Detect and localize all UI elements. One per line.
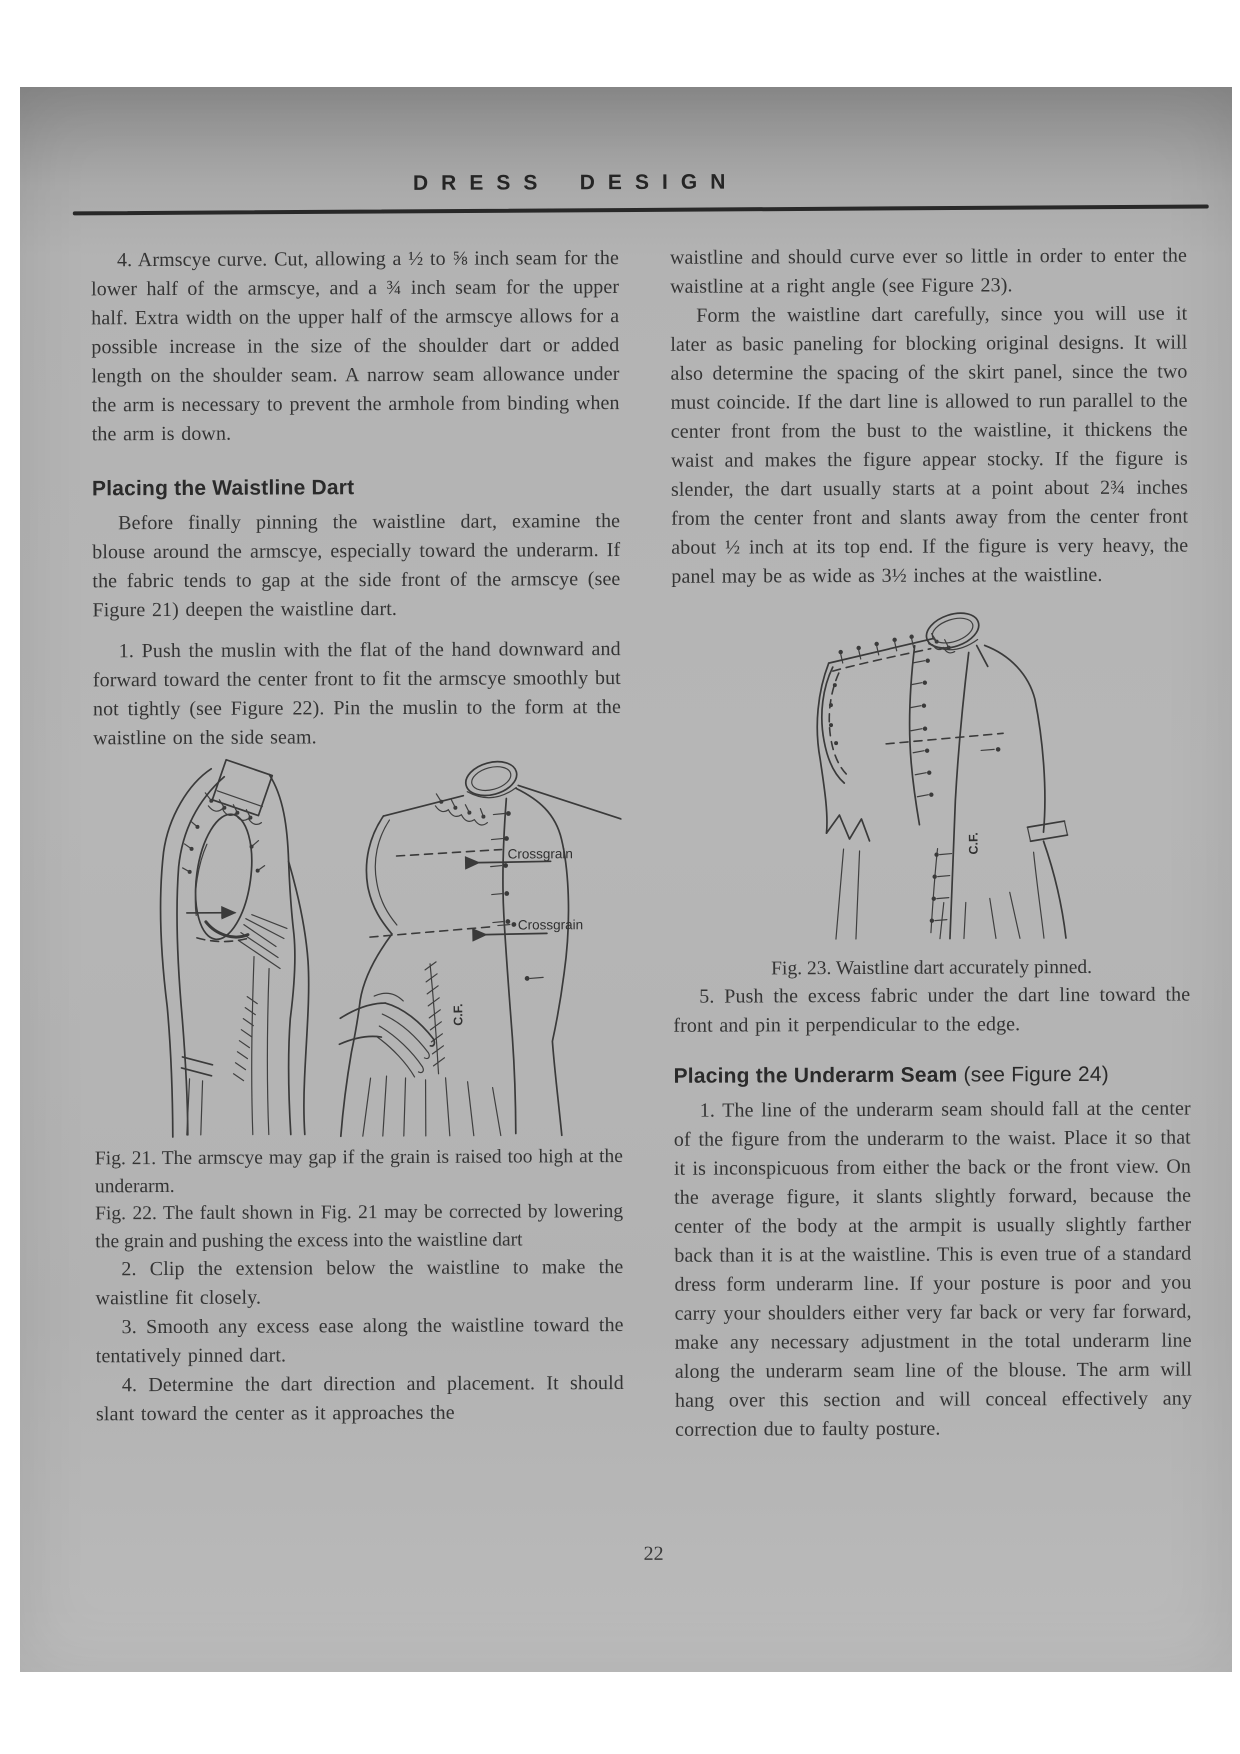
fig22-hand-sketch [339,993,434,1077]
caption-fig-22: Fig. 22. The fault shown in Fig. 21 may be corrected by lowering the grain and pushing the excess into the waistline dart [95,1201,624,1252]
figure-23 [671,600,1189,942]
heading-placing-underarm-seam [674,1063,1191,1089]
fig22-dart-hatching [425,962,444,1066]
caption-fig-21: Fig. 21. The armscye may gap if the grain is raised too high at the underarm. [94,1146,623,1197]
fig22-skirt-pleats [363,1076,501,1137]
heading-underarm-suffix: (see Figure 24) [963,1062,1109,1087]
paragraph-step-4: 4. Determine the dart direction and placement. It should slant toward the center as it approaches the [95,1372,624,1426]
page-content [17,84,1236,1674]
fig22-crossgrain-label-2: Crossgrain [517,917,584,933]
right-column [670,220,1192,1445]
scanned-book-page [20,87,1232,1672]
paragraph-step-2: 2. Clip the extension below the waistline to make the waistline fit closely. [95,1256,624,1310]
heading-underarm-main: Placing the Underarm Seam [673,1063,958,1088]
fig22-cf-label: C.F. [451,1003,466,1026]
header-rule [73,204,1209,215]
paragraph-step-5: 5. Push the excess fabric under the dart line toward the front and pin it perpendicular to the edge. [673,983,1191,1037]
caption-fig-23: Fig. 23. Waistline dart accurately pinned. [771,956,1093,980]
figure-captions [95,1143,623,1255]
running-head-title: DRESS DESIGN [412,170,739,195]
figure-23-drawing [680,600,1181,942]
paragraph-before-pinning: Before finally pinning the waistline dart, examine the blouse around the armscye, especially toward the underarm. If the fabric tends to gap at the side front of the armscye (see Figure 21) deepen the waistline dart. [92,510,621,622]
paragraph-form-waistline-dart: Form the waistline dart carefully, since you will use it later as basic paneling for blocking original designs. It will also determine the spacing of the skirt panel, since the two must coincide. If the dart line is allowed to run parallel to the center front from the bust to the waistline, it thickens the waist and makes the figure appear stocky. If the figure is slender, the dart usually starts at a point about 2¾ inches from the center front and slants away from the center front about ½ inch at its top end. If the figure is very heavy, the panel may be as wide as 3½ inches at the waistline. [670,302,1189,588]
page-number: 22 [643,1542,664,1565]
paragraph-step-1: 1. Push the muslin with the flat of the hand downward and forward toward the center front to fit the armscye smoothly but not tightly (see Figure 22). Pin the muslin to the form at the waistline on the side seam. [92,638,621,750]
paragraph-waistline-continued: waistline and should curve ever so little in order to enter the waistline at a right angle (see Figure 23). [669,244,1188,298]
fig22-pins-center-front [490,811,511,924]
paragraph-armscye-curve: 4. Armscye curve. Cut, allowing a ½ to ⅝ inch seam for the lower half of the armscye, and a ¾ inch seam for the upper half. Extra width on the upper half of the armscye allows for a possible increase in the size of the shoulder dart or added length on the shoulder seam. A narrow seam allowance under the arm is necessary to prevent the armhole from binding when the arm is down. [91,247,620,446]
heading-placing-waistline-dart: Placing the Waistline Dart [91,476,355,501]
left-column [91,222,624,1429]
paragraph-underarm-1: 1. The line of the underarm seam should fall at the center of the figure from the underarm to the waist. Place it so that it is inconspicuous from either the back or the front view. On the average figure, it slants slightly forward, because the center of the body at the armpit is usually slightly farther back than it is at the waistline. This is even true of a standard dress form underarm line. If your posture is poor and you carry your shoulders either very far back or very far forward, make any necessary adjustment in the total underarm line along the underarm seam line of the blouse. The arm will hang over this section and will conceal effectively any correction due to faulty posture. [673,1097,1193,1441]
figure-21-22 [93,755,623,1139]
figure-21-22-drawing [93,755,623,1139]
fig21-side-view-sketch [160,759,309,1137]
fig23-cf-label: C.F. [965,832,981,855]
fig22-front-view-sketch [338,756,623,1136]
fig22-crossgrain-label-1: Crossgrain [507,846,573,862]
fig23-torso-sketch [816,607,1067,940]
paragraph-step-3: 3. Smooth any excess ease along the waistline toward the tentatively pinned dart. [95,1314,624,1368]
